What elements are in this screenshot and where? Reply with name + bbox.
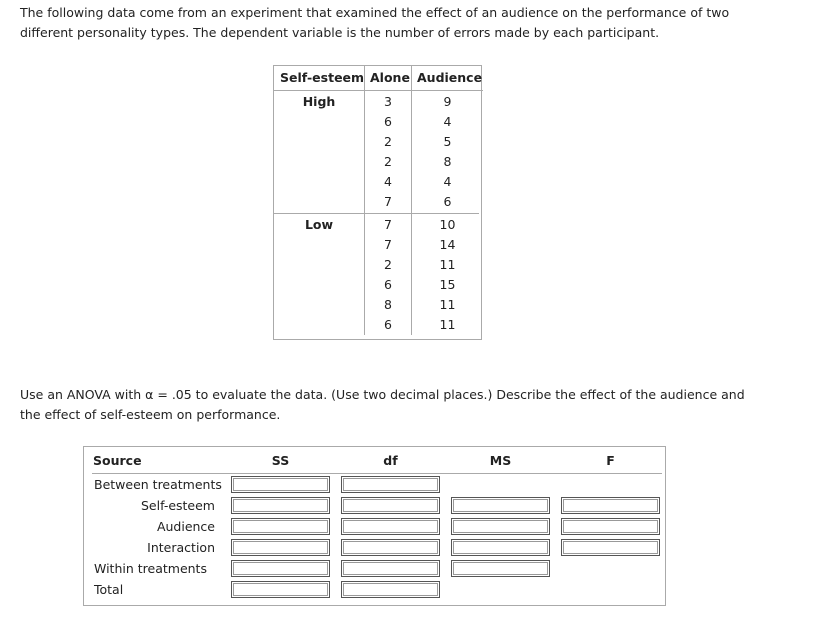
- audience-f-input[interactable]: [561, 518, 660, 535]
- total-ss-input[interactable]: [231, 581, 330, 598]
- data-cell: 6: [384, 317, 392, 332]
- intro-paragraph: The following data come from an experiment that examined the effect of an audience on the performance of two different personality types. The dependent variable is the number of errors made by each participant.: [20, 5, 730, 40]
- data-cell: 6: [384, 114, 392, 129]
- header-separator: [274, 90, 483, 91]
- data-cell: 8: [443, 154, 452, 169]
- interaction-ms-input[interactable]: [451, 539, 550, 556]
- header-f: F: [606, 453, 615, 468]
- header-self-esteem: Self-esteem: [280, 70, 365, 85]
- data-cell: 7: [384, 217, 392, 232]
- self-esteem-ms-input[interactable]: [451, 497, 550, 514]
- data-cell: 11: [439, 297, 456, 312]
- group-label-low: Low: [304, 217, 334, 232]
- data-cell: 4: [384, 174, 392, 189]
- self-esteem-df-input[interactable]: [341, 497, 440, 514]
- group-label-high: High: [302, 94, 336, 109]
- header-ms: MS: [489, 453, 512, 468]
- data-table: [273, 65, 482, 340]
- header-alone: Alone: [370, 70, 410, 85]
- within-ss-input[interactable]: [231, 560, 330, 577]
- audience-ss-input[interactable]: [231, 518, 330, 535]
- self-esteem-ss-input[interactable]: [231, 497, 330, 514]
- header-df: df: [383, 453, 398, 468]
- high-audience-column: [412, 92, 483, 212]
- data-cell: 2: [384, 154, 392, 169]
- source-interaction: Interaction: [147, 540, 215, 555]
- data-cell: 9: [443, 94, 452, 109]
- between-df-input[interactable]: [341, 476, 440, 493]
- within-ms-input[interactable]: [451, 560, 550, 577]
- interaction-f-input[interactable]: [561, 539, 660, 556]
- data-cell: 7: [384, 194, 392, 209]
- data-cell: 7: [384, 237, 392, 252]
- source-total: Total: [94, 582, 124, 597]
- group-separator: [274, 213, 479, 214]
- data-cell: 4: [443, 114, 452, 129]
- data-cell: 14: [439, 237, 456, 252]
- data-cell: 11: [439, 317, 456, 332]
- interaction-df-input[interactable]: [341, 539, 440, 556]
- within-df-input[interactable]: [341, 560, 440, 577]
- data-cell: 4: [443, 174, 452, 189]
- low-audience-column: [412, 215, 483, 335]
- between-ss-input[interactable]: [231, 476, 330, 493]
- data-cell: 15: [439, 277, 456, 292]
- header-ss: SS: [271, 453, 290, 468]
- high-alone-column: [365, 92, 411, 212]
- data-cell: 5: [443, 134, 452, 149]
- data-cell: 11: [439, 257, 456, 272]
- data-cell: 2: [384, 134, 392, 149]
- header-source: Source: [93, 453, 142, 468]
- data-cell: 6: [443, 194, 452, 209]
- low-alone-column: [365, 215, 411, 335]
- interaction-ss-input[interactable]: [231, 539, 330, 556]
- anova-table: [83, 446, 666, 606]
- self-esteem-f-input[interactable]: [561, 497, 660, 514]
- total-df-input[interactable]: [341, 581, 440, 598]
- source-between-treatments: Between treatments: [94, 477, 222, 492]
- audience-ms-input[interactable]: [451, 518, 550, 535]
- data-cell: 8: [384, 297, 392, 312]
- instruction-paragraph: Use an ANOVA with α = .05 to evaluate the data. (Use two decimal places.) Describe the effect of the audience and the effect of self-esteem on performance.: [20, 387, 745, 422]
- data-cell: 10: [439, 217, 456, 232]
- audience-df-input[interactable]: [341, 518, 440, 535]
- source-within-treatments: Within treatments: [94, 561, 207, 576]
- data-cell: 2: [384, 257, 392, 272]
- data-cell: 3: [384, 94, 392, 109]
- source-self-esteem: Self-esteem: [141, 498, 215, 513]
- data-cell: 6: [384, 277, 392, 292]
- source-audience: Audience: [156, 519, 215, 534]
- header-audience: Audience: [417, 70, 483, 85]
